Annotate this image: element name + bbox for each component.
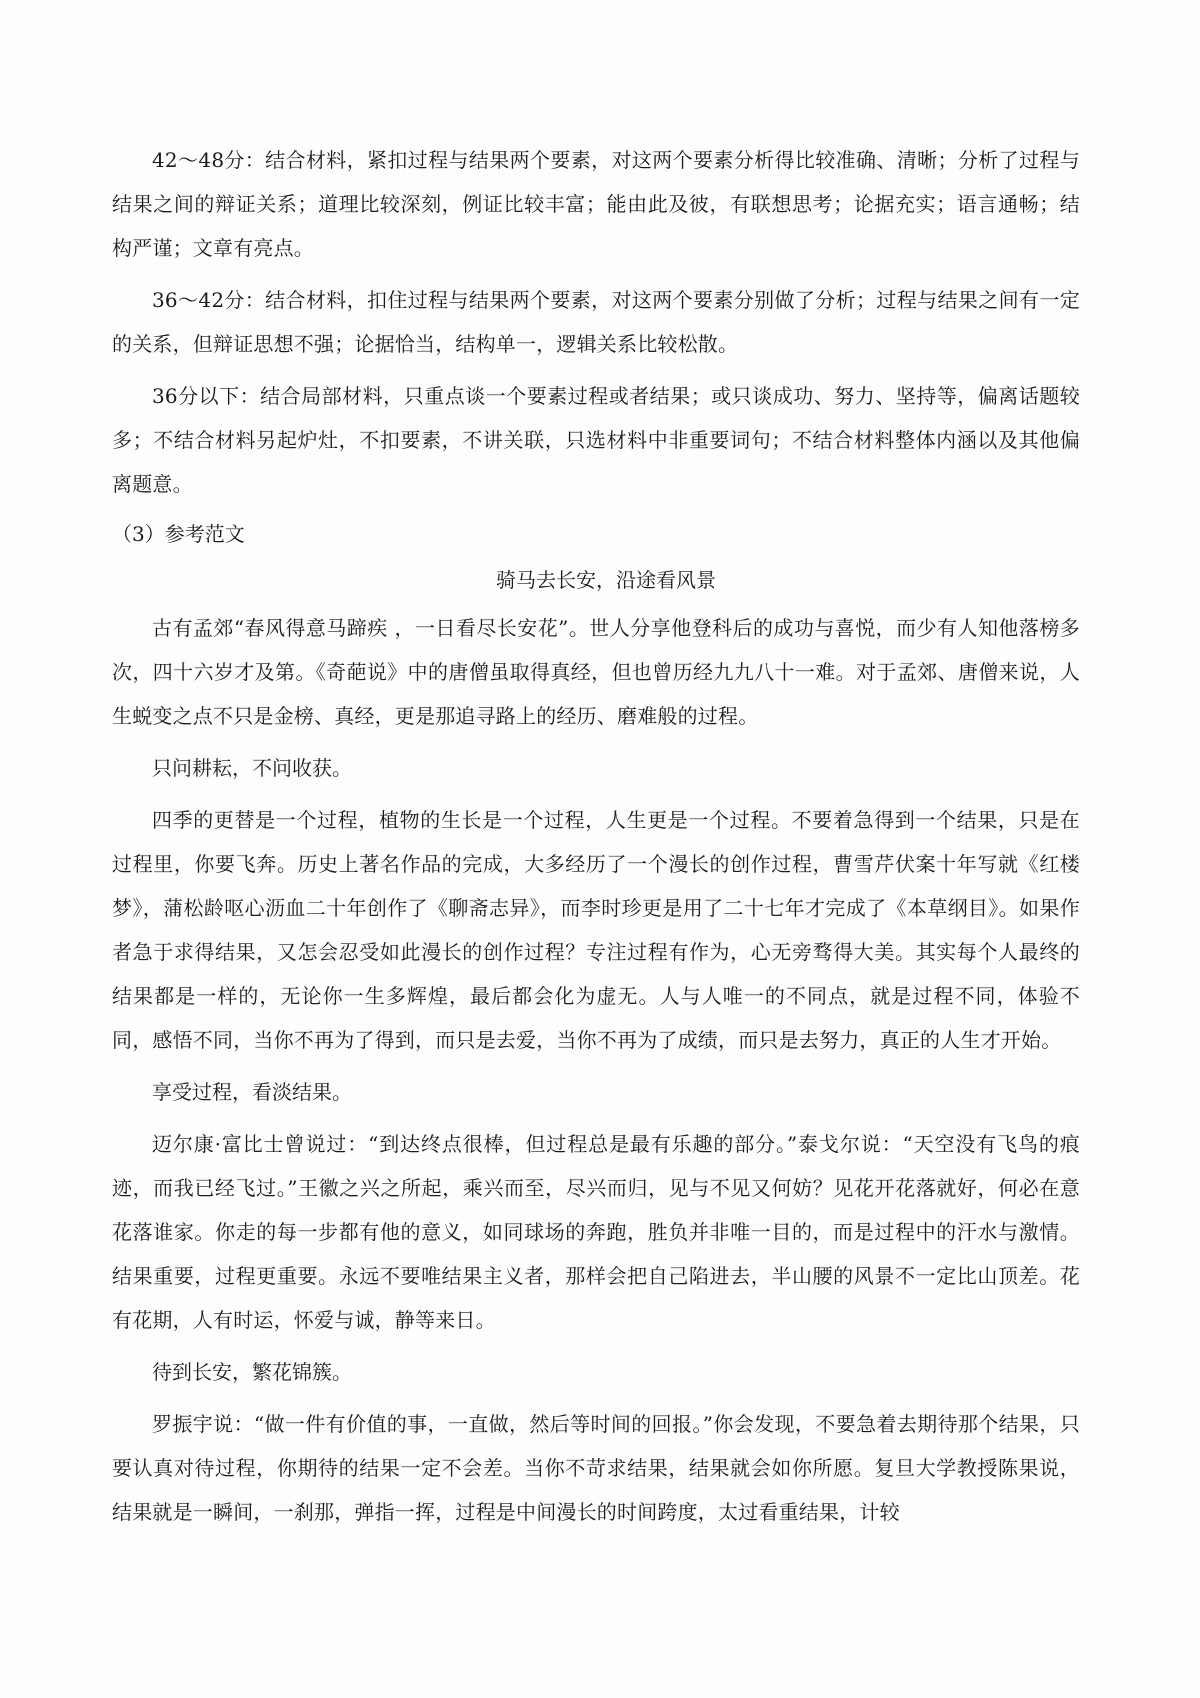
essay-subheading-3: 待到长安，繁花锦簇。 [152,1360,352,1384]
essay-subheading-1: 只问耕耘，不问收获。 [152,756,352,780]
essay-paragraph-3: 迈尔康·富比士曾说过：“到达终点很棒，但过程总是最有乐趣的部分。”泰戈尔说：“天空没有飞鸟的痕迹，而我已经飞过。”王徽之兴之所起，乘兴而至，尽兴而归，见与不见又何妨？见花开花落就好，何必在意花落谁家。你走的每一步都有他的意义，如同球场的奔跑，胜负并非唯一目的，而是过程中的汗水与激情。结果重要，过程更重要。永远不要唯结果主义者，那样会把自己陷进去，半山腰的风景不一定比山顶差。花有花期，人有时运，怀爱与诚，静等来日。 [112,1132,1080,1332]
essay-subheading-2: 享受过程，看淡结果。 [152,1080,352,1104]
essay-paragraph-1: 古有孟郊“春风得意马蹄疾 ，一日看尽长安花”。世人分享他登科后的成功与喜悦，而少有人知他落榜多次，四十六岁才及第。《奇葩说》中的唐僧虽取得真经，但也曾历经九九八十一难。对于孟郊、唐僧来说，人生蜕变之点不只是金榜、真经，更是那追寻路上的经历、磨难般的过程。 [112,616,1080,728]
rubric-band-36-42: 36～42分：结合材料，扣住过程与结果两个要素，对这两个要素分别做了分析；过程与结果之间有一定的关系，但辩证思想不强；论据恰当，结构单一，逻辑关系比较松散。 [112,288,1080,356]
section-label: （3）参考范文 [112,522,245,546]
document-body [112,138,1080,1542]
rubric-band-42-48: 42～48分：结合材料，紧扣过程与结果两个要素，对这两个要素分析得比较准确、清晰；分析了过程与结果之间的辩证关系；道理比较深刻，例证比较丰富；能由此及彼，有联想思考；论据充实；语言通畅；结构严谨；文章有亮点。 [112,148,1080,260]
essay-title: 骑马去长安，沿途看风景 [496,568,716,592]
essay-paragraph-2: 四季的更替是一个过程，植物的生长是一个过程，人生更是一个过程。不要着急得到一个结果，只是在过程里，你要飞奔。历史上著名作品的完成，大多经历了一个漫长的创作过程，曹雪芹伏案十年写就《红楼梦》，蒲松龄呕心沥血二十年创作了《聊斋志异》，而李时珍更是用了二十七年才完成了《本草纲目》。如果作者急于求得结果，又怎会忍受如此漫长的创作过程？专注过程有作为，心无旁骛得大美。其实每个人最终的结果都是一样的，无论你一生多辉煌，最后都会化为虚无。人与人唯一的不同点，就是过程不同，体验不同，感悟不同，当你不再为了得到，而只是去爱，当你不再为了成绩，而只是去努力，真正的人生才开始。 [112,808,1080,1052]
rubric-band-below-36: 36分以下：结合局部材料，只重点谈一个要素过程或者结果；或只谈成功、努力、坚持等，偏离话题较多；不结合材料另起炉灶，不扣要素，不讲关联，只选材料中非重要词句；不结合材料整体内涵以及其他偏离题意。 [112,384,1080,496]
essay-paragraph-4: 罗振宇说：“做一件有价值的事，一直做，然后等时间的回报。”你会发现，不要急着去期待那个结果，只要认真对待过程，你期待的结果一定不会差。当你不苛求结果，结果就会如你所愿。复旦大学教授陈果说，结果就是一瞬间，一刹那，弹指一挥，过程是中间漫长的时间跨度，太过看重结果，计较 [112,1412,1080,1524]
